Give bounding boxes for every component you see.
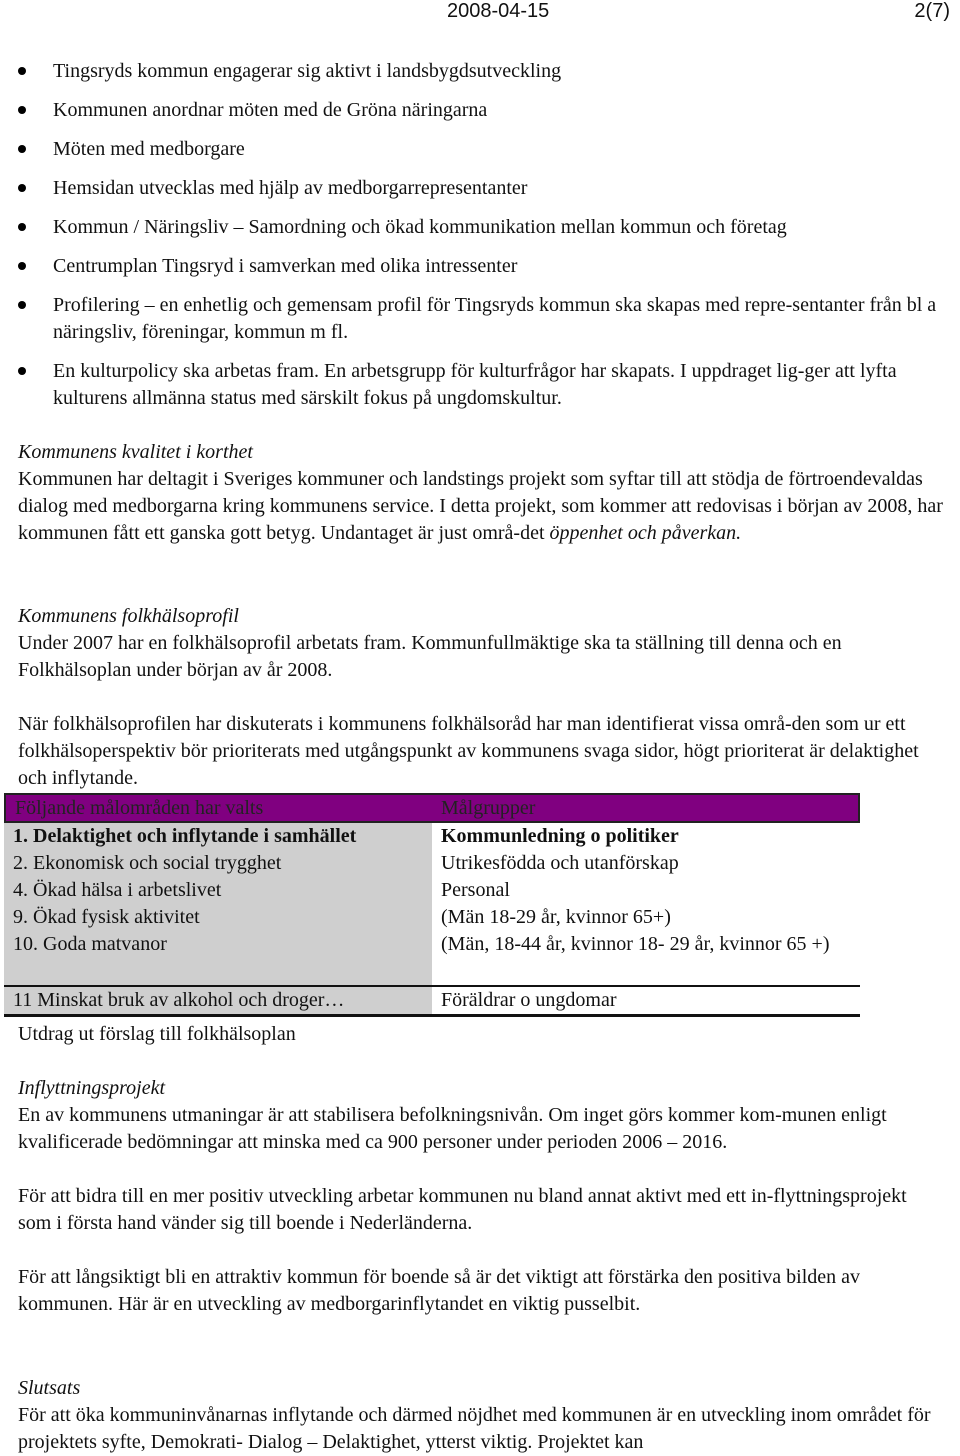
table-header-cell: Följande målområden har valts [15,797,264,819]
table-cell: (Män, 18-44 år, kvinnor 18- 29 år, kvinnor 65 +) [441,933,830,955]
page-number: 2(7) [914,0,950,22]
bullet-icon [18,67,26,75]
list-item: Profilering – en enhetlig och gemensam profil för Tingsryds kommun ska skapas med repre-sentanter från bl a näringsliv, föreningar, kommun m fl. [18,292,943,346]
table-row [4,850,860,877]
table-bottom-rule [4,1014,860,1017]
table-header-cell: Målgrupper [441,797,536,819]
section-kvalitet [18,439,943,547]
table-cell: 10. Goda matvanor [4,931,432,985]
section-heading: Kommunens folkhälsoprofil [18,605,239,627]
list-item: Möten med medborgare [18,136,943,163]
bullet-icon [18,262,26,270]
table-cell: Kommunledning o politiker [441,825,679,847]
bullet-icon [18,301,26,309]
bullet-list [18,58,943,424]
section-heading: Slutsats [18,1377,81,1399]
list-item: Kommun / Näringsliv – Samordning och ökad kommunikation mellan kommun och företag [18,214,943,241]
table-row [4,931,860,985]
section-inflyttning [18,1075,943,1318]
bullet-icon [18,106,26,114]
table-cell: Utrikesfödda och utanförskap [441,852,679,874]
section-body: När folkhälsoprofilen har diskuterats i kommunens folkhälsoråd har man identifierat vissa områ-den som ur ett folkhälsoperspektiv bör prioriterats med utgångspunkt av kommunens svaga sidor, högt prioriterat är delaktighet och inflytande. [18,713,919,789]
table-row [4,987,860,1014]
table-cell: Föräldrar o ungdomar [441,989,617,1011]
section-body: För att långsiktigt bli en attraktiv kommun för boende så är det viktigt att förstärka den positiva bilden av kommunen. Här är en utveckling av medborgarinflytandet en viktig pusselbit. [18,1266,861,1315]
list-item: Kommunen anordnar möten med de Gröna näringarna [18,97,943,124]
section-body: Under 2007 har en folkhälsoprofil arbetats fram. Kommunfullmäktige ska ta ställning till denna och en Folkhälsoplan under början av år 2008. [18,632,842,681]
table-row [4,823,860,850]
list-item: Tingsryds kommun engagerar sig aktivt i landsbygdsutveckling [18,58,943,85]
table-caption: Utdrag ut förslag till folkhälsoplan [18,1023,296,1045]
section-folkhalsa [18,603,943,792]
section-slutsats [18,1375,943,1456]
section-heading: Kommunens kvalitet i korthet [18,441,253,463]
table-cell: 2. Ekonomisk och social trygghet [4,850,432,877]
table-cell: 1. Delaktighet och inflytande i samhället [4,823,432,850]
table-cell: 11 Minskat bruk av alkohol och droger… [4,987,432,1014]
table-cell: 9. Ökad fysisk aktivitet [4,904,432,931]
table-row [4,877,860,904]
list-item: Hemsidan utvecklas med hjälp av medborgarrepresentanter [18,175,943,202]
bullet-icon [18,223,26,231]
table-cell: Personal [441,879,510,901]
section-body: För att öka kommuninvånarnas inflytande och därmed nöjdhet med kommunen är en utveckling inom området för projektets syfte, Demokrati- Dialog – Delaktighet, ytterst viktig. Projektet kan [18,1404,931,1453]
table-cell: (Män 18-29 år, kvinnor 65+) [441,906,671,928]
goals-table [4,793,860,1017]
list-item: Centrumplan Tingsryd i samverkan med olika intressenter [18,253,943,280]
header-date: 2008-04-15 [447,0,550,22]
bullet-icon [18,145,26,153]
section-body: Kommunen har deltagit i Sveriges kommuner och landstings projekt som syftar till att stödja de förtroendevaldas dialog med medborgarna kring kommunens service. I detta projekt, som kommer att redovisas i början av 2008, har kommunen fått ett ganska gott betyg. Undantaget är just områ-det öppenhet och påverkan. [18,468,943,544]
table-header [4,793,860,823]
table-row [4,904,860,931]
section-heading: Inflyttningsprojekt [18,1077,166,1099]
list-item: En kulturpolicy ska arbetas fram. En arbetsgrupp för kulturfrågor har skapats. I uppdraget lig-ger att lyfta kulturens allmänna status med särskilt fokus på ungdomskultur. [18,358,943,412]
section-body: En av kommunens utmaningar är att stabilisera befolkningsnivån. Om inget görs kommer kom-munen enligt kvalificerade bedömningar att minska med ca 900 personer under perioden 2006 – 2016. [18,1104,887,1153]
bullet-icon [18,367,26,375]
section-body: För att bidra till en mer positiv utveckling arbetar kommunen nu bland annat aktivt med ett in-flyttningsprojekt som i första hand vänder sig till boende i Nederländerna. [18,1185,907,1234]
bullet-icon [18,184,26,192]
table-cell: 4. Ökad hälsa i arbetslivet [4,877,432,904]
